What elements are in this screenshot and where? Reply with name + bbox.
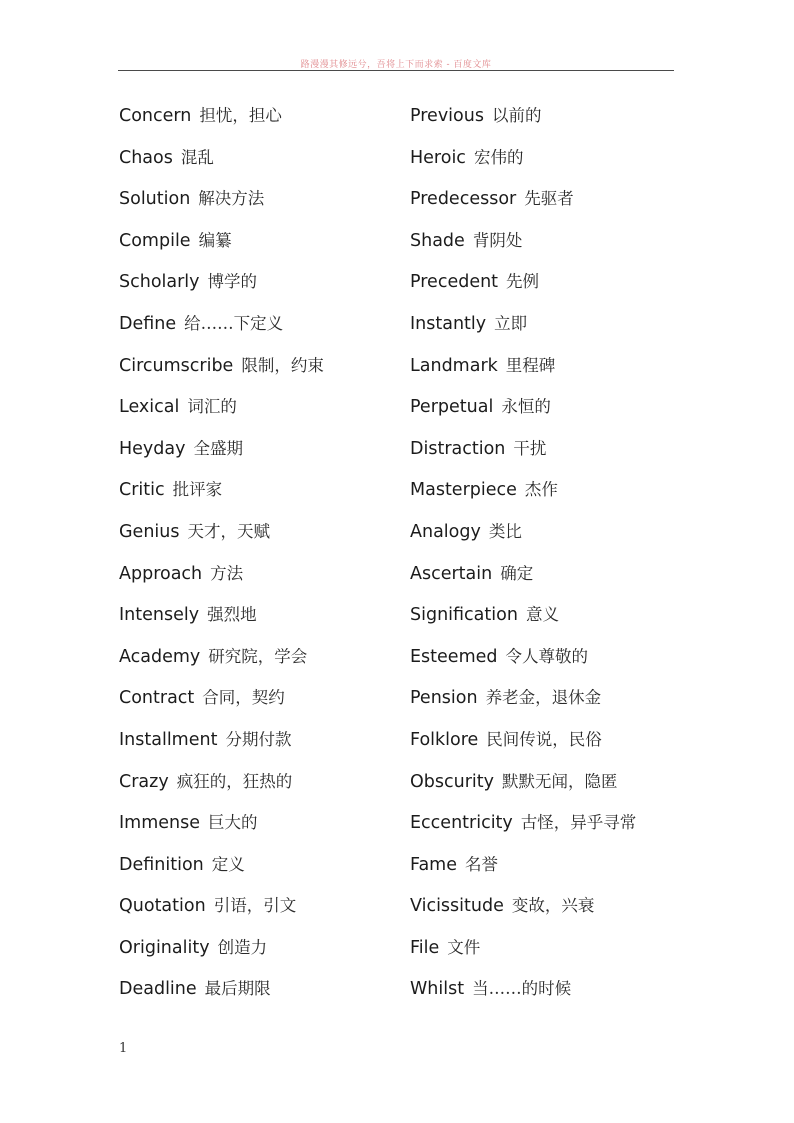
vocabulary-entry (410, 890, 700, 932)
chinese-definition: 全盛期 (193, 438, 243, 458)
vocabulary-entry (119, 100, 399, 142)
vocabulary-entry (410, 308, 700, 350)
english-term: Concern (119, 106, 192, 126)
english-term: Vicissitude (410, 896, 504, 917)
chinese-definition: 方法 (210, 563, 244, 583)
english-term: Instantly (410, 313, 487, 334)
chinese-definition: 默默无闻，隐匿 (502, 771, 618, 791)
english-term: Circumscribe (119, 355, 234, 376)
english-term: Ascertain (410, 563, 493, 584)
vocabulary-entry (410, 391, 700, 433)
vocabulary-entry (410, 682, 700, 724)
english-term: Lexical (119, 397, 180, 418)
english-term: Landmark (410, 355, 498, 376)
vocabulary-entry (410, 932, 700, 974)
english-term: Previous (410, 106, 484, 126)
chinese-definition: 先例 (506, 272, 540, 292)
chinese-definition: 立即 (494, 313, 528, 333)
chinese-definition: 定义 (211, 854, 245, 874)
vocabulary-column-left (119, 100, 399, 1015)
english-term: Intensely (119, 605, 200, 626)
vocabulary-entry (410, 766, 700, 808)
chinese-definition: 限制，约束 (241, 355, 324, 375)
vocabulary-entry (410, 142, 700, 184)
english-term: Chaos (119, 147, 173, 168)
english-term: Contract (119, 688, 195, 709)
chinese-definition: 古怪，异乎寻常 (520, 813, 637, 833)
vocabulary-entry (410, 266, 700, 308)
chinese-definition: 里程碑 (505, 355, 556, 375)
chinese-definition: 变故，兴衰 (511, 896, 595, 916)
vocabulary-entry (119, 932, 399, 974)
english-term: Quotation (119, 896, 206, 917)
english-term: Obscurity (410, 771, 494, 792)
english-term: Heyday (119, 438, 186, 459)
chinese-definition: 杰作 (524, 480, 558, 500)
english-term: Esteemed (410, 646, 498, 667)
english-term: Genius (119, 521, 180, 542)
chinese-definition: 令人尊敬的 (505, 646, 588, 666)
chinese-definition: 养老金，退休金 (485, 688, 602, 708)
vocabulary-entry (410, 474, 700, 516)
page-header-watermark: 路漫漫其修远兮，吾将上下而求索 - 百度文库 (300, 60, 492, 70)
english-term: Distraction (410, 438, 506, 459)
chinese-definition: 分期付款 (225, 729, 292, 749)
english-term: Fame (410, 854, 457, 875)
english-term: Pension (410, 688, 478, 709)
vocabulary-entry (410, 849, 700, 891)
chinese-definition: 词汇的 (187, 397, 237, 417)
english-term: Definition (119, 854, 204, 875)
chinese-definition: 民间传说，民俗 (486, 729, 602, 749)
vocabulary-entry (410, 807, 700, 849)
english-term: Perpetual (410, 397, 494, 418)
chinese-definition: 确定 (500, 563, 534, 583)
vocabulary-entry (410, 973, 700, 1015)
vocabulary-entry (410, 433, 700, 475)
vocabulary-entry (119, 724, 399, 766)
english-term: Analogy (410, 521, 481, 542)
chinese-definition: 名誉 (465, 854, 498, 874)
english-term: Solution (119, 189, 191, 210)
english-term: Deadline (119, 979, 197, 1000)
vocabulary-entry (119, 225, 399, 267)
chinese-definition: 干扰 (513, 438, 547, 458)
vocabulary-entry (119, 516, 399, 558)
english-term: Folklore (410, 729, 479, 750)
chinese-definition: 当……的时候 (472, 979, 572, 999)
english-term: Whilst (410, 979, 465, 1000)
chinese-definition: 混乱 (180, 147, 214, 167)
header-divider (118, 70, 674, 71)
english-term: Originality (119, 937, 210, 958)
chinese-definition: 宏伟的 (473, 147, 524, 167)
vocabulary-entry (119, 599, 399, 641)
vocabulary-entry (410, 558, 700, 600)
english-term: Approach (119, 563, 203, 584)
chinese-definition: 批评家 (172, 480, 223, 500)
english-term: Predecessor (410, 189, 517, 210)
chinese-definition: 强烈地 (207, 605, 257, 625)
english-term: Define (119, 313, 177, 334)
chinese-definition: 研究院，学会 (208, 646, 308, 666)
vocabulary-entry (119, 350, 399, 392)
vocabulary-entry (119, 183, 399, 225)
vocabulary-entry (119, 890, 399, 932)
vocabulary-entry (119, 308, 399, 350)
chinese-definition: 解决方法 (198, 189, 265, 209)
english-term: Compile (119, 230, 191, 251)
english-term: Signification (410, 605, 518, 626)
vocabulary-entry (119, 558, 399, 600)
vocabulary-entry (410, 350, 700, 392)
vocabulary-entry (119, 474, 399, 516)
english-term: File (410, 937, 440, 958)
chinese-definition: 巨大的 (208, 813, 258, 833)
chinese-definition: 天才，天赋 (187, 521, 270, 541)
vocabulary-entry (410, 516, 700, 558)
vocabulary-entry (410, 183, 700, 225)
chinese-definition: 疯狂的，狂热的 (176, 771, 293, 791)
vocabulary-entry (119, 142, 399, 184)
vocabulary-entry (119, 641, 399, 683)
vocabulary-entry (119, 266, 399, 308)
chinese-definition: 背阴处 (472, 230, 523, 250)
vocabulary-column-right (410, 100, 700, 1015)
english-term: Eccentricity (410, 813, 513, 834)
vocabulary-entry (119, 807, 399, 849)
chinese-definition: 文件 (447, 937, 481, 957)
english-term: Precedent (410, 272, 499, 293)
chinese-definition: 类比 (488, 521, 522, 541)
vocabulary-entry (119, 849, 399, 891)
vocabulary-entry (119, 973, 399, 1015)
vocabulary-entry (410, 641, 700, 683)
vocabulary-entry (119, 433, 399, 475)
vocabulary-entry (119, 766, 399, 808)
chinese-definition: 永恒的 (501, 397, 551, 417)
chinese-definition: 担忧，担心 (199, 106, 282, 125)
chinese-definition: 编纂 (198, 230, 232, 250)
chinese-definition: 博学的 (207, 272, 258, 292)
english-term: Immense (119, 813, 200, 834)
english-term: Installment (119, 729, 218, 750)
english-term: Crazy (119, 771, 169, 792)
chinese-definition: 创造力 (217, 937, 268, 957)
chinese-definition: 引语，引文 (213, 896, 297, 916)
english-term: Masterpiece (410, 480, 517, 501)
english-term: Academy (119, 646, 201, 667)
english-term: Heroic (410, 147, 466, 168)
vocabulary-entry (410, 724, 700, 766)
vocabulary-entry (410, 100, 700, 142)
vocabulary-entry (410, 599, 700, 641)
chinese-definition: 最后期限 (204, 979, 271, 999)
english-term: Critic (119, 480, 165, 501)
english-term: Scholarly (119, 272, 200, 293)
chinese-definition: 以前的 (491, 106, 542, 125)
chinese-definition: 意义 (525, 605, 559, 625)
vocabulary-entry (119, 391, 399, 433)
vocabulary-entry (410, 225, 700, 267)
page-number: 1 (119, 1041, 128, 1056)
vocabulary-entry (119, 682, 399, 724)
chinese-definition: 合同，契约 (202, 688, 285, 708)
chinese-definition: 给……下定义 (184, 313, 284, 333)
english-term: Shade (410, 230, 465, 251)
chinese-definition: 先驱者 (524, 189, 574, 209)
